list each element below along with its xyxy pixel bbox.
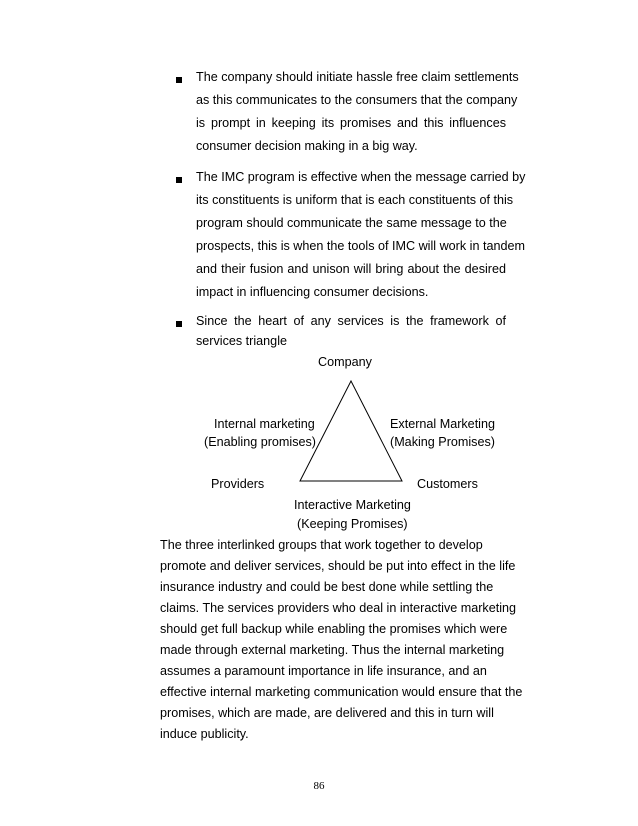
bullet-line: consumer decision making in a big way. [196, 139, 418, 153]
triangle-shape [300, 381, 402, 481]
paragraph-line: should get full backup while enabling the promises which were [160, 622, 508, 636]
bullet-line: prospects, this is when the tools of IMC will work in tandem [196, 239, 525, 253]
external-marketing-label: External Marketing [390, 417, 495, 431]
triangle-top-label: Company [318, 355, 372, 369]
paragraph-line: made through external marketing. Thus the internal marketing [160, 643, 505, 657]
interactive-marketing-sublabel: (Keeping Promises) [297, 517, 408, 531]
bullet-line: The IMC program is effective when the message carried by [196, 170, 526, 184]
bullet-line: as this communicates to the consumers that the company [196, 93, 518, 107]
paragraph-line: assumes a paramount importance in life insurance, and an [160, 664, 487, 678]
bullet-line: Since the heart of any services is the framework of [196, 314, 506, 328]
paragraph-line: induce publicity. [160, 727, 249, 741]
paragraph-line: effective internal marketing communication would ensure that the [160, 685, 523, 699]
customers-label: Customers [417, 477, 478, 491]
bullet-line: The company should initiate hassle free claim settlements [196, 70, 519, 84]
paragraph-line: promises, which are made, are delivered and this in turn will [160, 706, 494, 720]
bullet-line: program should communicate the same message to the [196, 216, 507, 230]
bullet-line: is prompt in keeping its promises and this influences [196, 116, 506, 130]
internal-marketing-sublabel: (Enabling promises) [204, 435, 316, 449]
bullet-line: services triangle [196, 334, 287, 348]
bullet-line: impact in influencing consumer decisions. [196, 285, 429, 299]
paragraph-line: claims. The services providers who deal in interactive marketing [160, 601, 517, 615]
internal-marketing-label: Internal marketing [214, 417, 315, 431]
bullet-line: and their fusion and unison will bring about the desired [196, 262, 506, 276]
paragraph-line: insurance industry and could be best done while settling the [160, 580, 494, 594]
providers-label: Providers [211, 477, 265, 491]
page-number: 86 [313, 780, 325, 792]
paragraph-line: promote and deliver services, should be put into effect in the life [160, 559, 516, 573]
paragraph-line: The three interlinked groups that work together to develop [160, 538, 483, 552]
bullet-line: its constituents is uniform that is each constituents of this [196, 193, 514, 207]
interactive-marketing-label: Interactive Marketing [294, 498, 411, 512]
external-marketing-sublabel: (Making Promises) [390, 435, 495, 449]
